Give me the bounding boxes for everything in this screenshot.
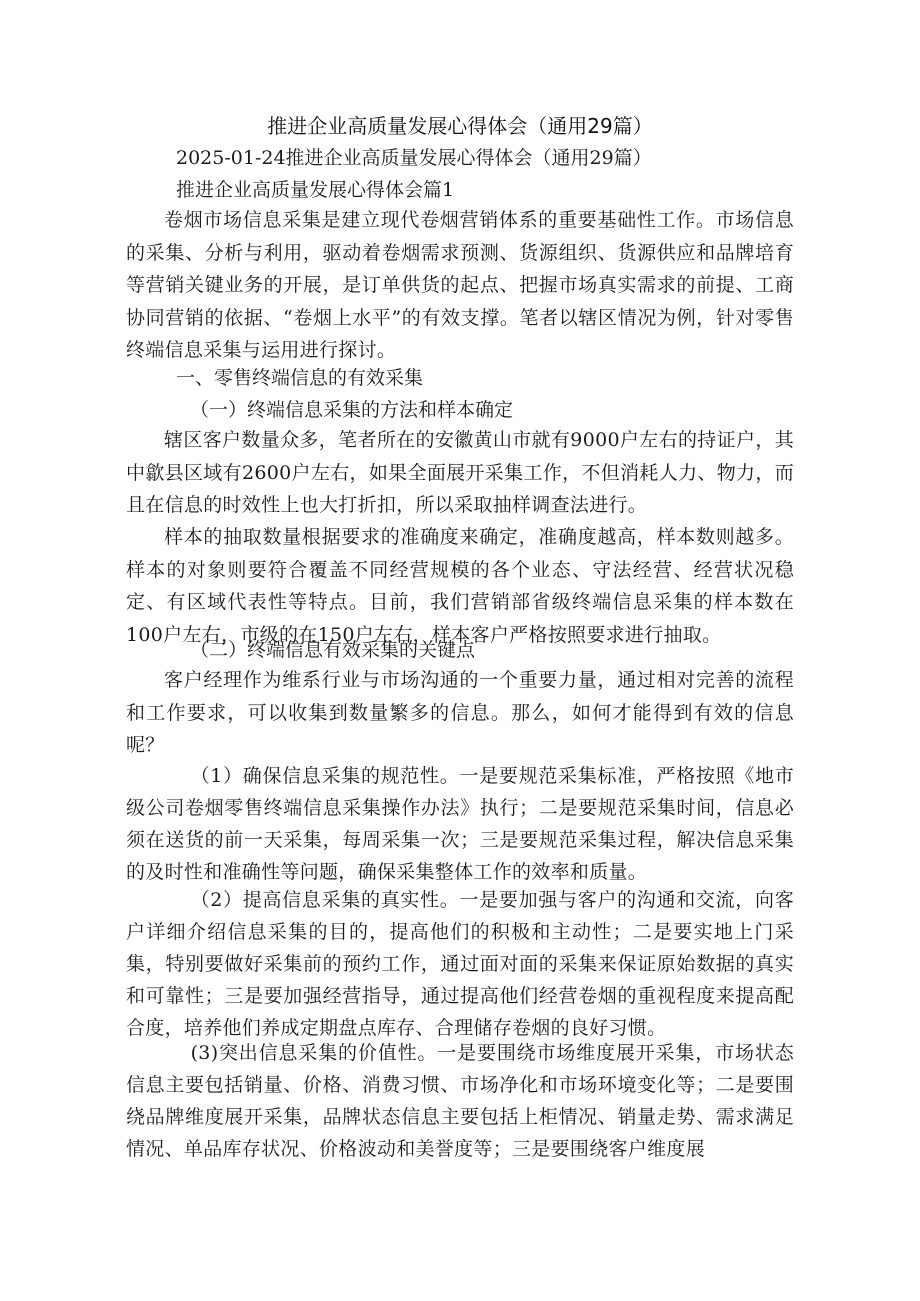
subsection-heading: （二）终端信息有效采集的关键点 [190, 639, 476, 661]
body-paragraph: 卷烟市场信息采集是建立现代卷烟营销体系的重要基础性工作。市场信息的采集、分析与利用，驱动着卷烟需求预测、货源组织、货源供应和品牌培育等营销关键业务的开展，是订单供货的起点、把握市场真实需求的前提、工商协同营销的依据、“卷烟上水平”的有效支撑。笔者以辖区情况为例，针对零售终端信息采集与运用进行探讨。 [126, 209, 794, 361]
body-paragraph: 辖区客户数量众多，笔者所在的安徽黄山市就有9000户左右的持证户，其中歙县区域有2600户左右，如果全面展开采集工作，不但消耗人力、物力，而且在信息的时效性上也大打折扣，所以采取抽样调查法进行。 [126, 429, 794, 516]
body-paragraph: 样本的抽取数量根据要求的准确度来确定，准确度越高，样本数则越多。样本的对象则要符合覆盖不同经营规模的各个业态、守法经营、经营状况稳定、有区域代表性等特点。目前，我们营销部省级终端信息采集的样本数在100户左右，市级的在150户左右，样本客户严格按照要求进行抽取。 [126, 526, 794, 646]
list-item-paragraph: (3)突出信息采集的价值性。一是要围绕市场维度展开采集，市场状态信息主要包括销量、价格、消费习惯、市场净化和市场环境变化等；二是要围绕品牌维度展开采集，品牌状态信息主要包括上柜情况、销量走势、需求满足情况、单品库存状况、价格波动和美誉度等；三是要围绕客户维度展 [126, 1042, 794, 1160]
subsection-heading: （一）终端信息采集的方法和样本确定 [190, 399, 514, 421]
list-item-paragraph: （1）确保信息采集的规范性。一是要规范采集标准，严格按照《地市级公司卷烟零售终端信息采集操作办法》执行；二是要规范采集时间，信息必须在送货的前一天采集，每周采集一次；三是要规范采集过程，解决信息采集的及时性和准确性等问题，确保采集整体工作的效率和质量。 [126, 765, 794, 883]
section-heading: 一、零售终端信息的有效采集 [176, 367, 424, 389]
body-paragraph: 客户经理作为维系行业与市场沟通的一个重要力量，通过相对完善的流程和工作要求，可以收集到数量繁多的信息。那么，如何才能得到有效的信息呢？ [126, 669, 794, 756]
document-title: 推进企业高质量发展心得体会（通用29篇） [267, 114, 653, 138]
dated-title: 2025-01-24推进企业高质量发展心得体会（通用29篇） [176, 147, 652, 169]
chapter-title: 推进企业高质量发展心得体会篇1 [176, 179, 455, 201]
list-item-paragraph: （2）提高信息采集的真实性。一是要加强与客户的沟通和交流，向客户详细介绍信息采集的目的，提高他们的积极和主动性；二是要实地上门采集，特别要做好采集前的预约工作，通过面对面的采集来保证原始数据的真实和可靠性；三是要加强经营指导，通过提高他们经营卷烟的重视程度来提高配合度，培养他们养成定期盘点库存、合理储存卷烟的良好习惯。 [126, 889, 794, 1039]
